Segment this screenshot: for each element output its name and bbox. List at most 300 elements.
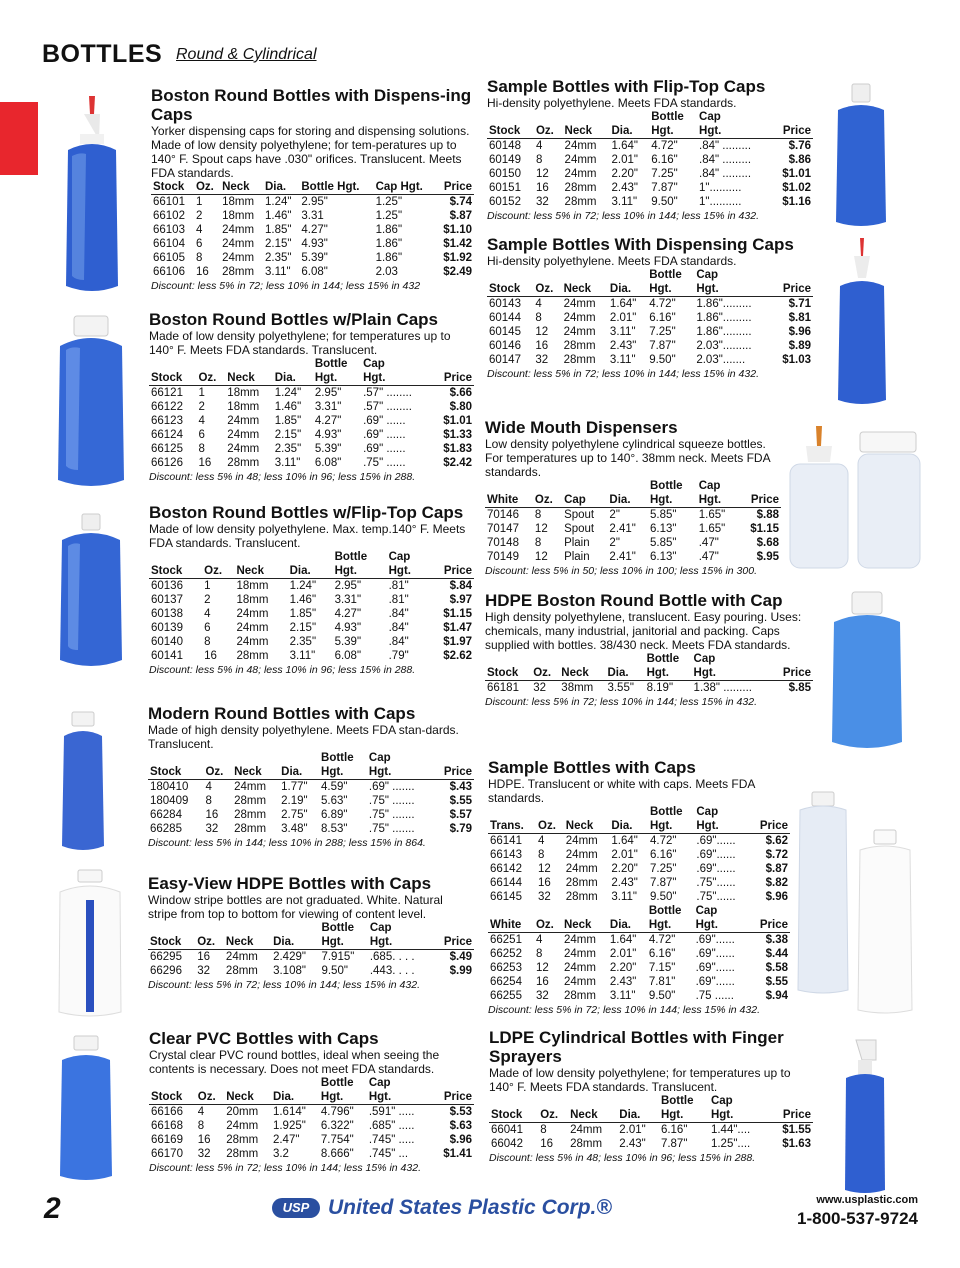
cell: .685" .....: [368, 1120, 415, 1132]
cell: 24mm: [234, 781, 267, 793]
col-header-top: [568, 1094, 617, 1108]
discount-note: Discount: less 5% in 72; less 10% in 144; less 15% in 432.: [485, 696, 757, 708]
cell: 7.87": [660, 1138, 688, 1150]
cell: Plain: [564, 551, 590, 563]
col-header: Oz.: [533, 493, 562, 508]
cell: Plain: [564, 537, 590, 549]
cell: 4: [195, 224, 203, 236]
price-cell: $.57: [449, 809, 472, 821]
col-header: Price: [772, 666, 813, 681]
col-header-top: Bottle: [649, 269, 682, 281]
section-boston-flip-top: [149, 503, 474, 677]
col-header: Dia.: [609, 819, 648, 834]
cell: 66253: [490, 962, 522, 974]
product-table: [148, 921, 474, 978]
cell: 4.93": [314, 429, 342, 441]
col-header-top: Cap: [369, 922, 392, 934]
cell: 60147: [489, 354, 521, 366]
col-header: Price: [749, 819, 790, 834]
cell: 18mm: [236, 580, 269, 592]
col-header: Hgt.: [313, 371, 361, 386]
cell: .84" .........: [699, 168, 752, 180]
cell: 1.86": [375, 238, 403, 250]
price-cell: $.84: [449, 580, 472, 592]
discount-note: Discount: less 5% in 72; less 10% in 144; less 15% in 432.: [488, 1004, 760, 1016]
cell: Spout: [564, 509, 595, 521]
cell: 66103: [153, 224, 185, 236]
col-header: Neck: [559, 666, 605, 681]
cell: .745" .....: [368, 1134, 415, 1146]
price-cell: $1.01: [782, 168, 811, 180]
cell: 60143: [489, 298, 521, 310]
cell: 2.01": [611, 849, 638, 861]
cell: 4.93": [301, 238, 328, 250]
section-title: Sample Bottles with Caps: [488, 758, 696, 777]
col-header: Neck: [568, 1108, 617, 1123]
cell: 60145: [489, 326, 521, 338]
table-row: [151, 195, 474, 210]
col-header: Hgt.: [648, 819, 694, 834]
table-row: [488, 848, 790, 862]
product-table: [149, 1076, 474, 1161]
cell: 4.27": [301, 224, 328, 236]
price-cell: $1.10: [443, 224, 472, 236]
cell: 18mm: [222, 210, 255, 222]
cell: 2.43": [611, 877, 638, 889]
price-cell: $.87: [765, 863, 788, 875]
cell: 4: [538, 835, 545, 847]
section-description: Made of low density polyethylene; for temperatures up to 140° F. Meets FDA standards. Translucent.: [489, 1066, 791, 1094]
cell: 1.86".........: [696, 326, 752, 338]
price-cell: $1.47: [443, 622, 472, 634]
cell: 2.41": [609, 551, 636, 563]
discount-note: Discount: less 5% in 50; less 10% in 100; less 15% in 300.: [485, 565, 757, 577]
table-row: [149, 400, 474, 414]
col-header: Oz.: [531, 666, 559, 681]
col-header: Dia.: [273, 371, 313, 386]
col-header-top: [749, 904, 790, 918]
cell: 8: [535, 312, 542, 324]
cell: 8.53": [321, 823, 348, 835]
table-row: [487, 297, 813, 312]
col-header-top: [271, 1076, 319, 1090]
cell: 66121: [151, 387, 183, 399]
cell: 24mm: [565, 849, 598, 861]
col-header: White: [488, 918, 534, 933]
col-header: Hgt.: [647, 918, 694, 933]
cell: 4.72": [651, 140, 678, 152]
cell: 66170: [151, 1148, 183, 1160]
table-row: [485, 536, 781, 550]
price-cell: $.94: [765, 990, 788, 1002]
cell: 66102: [153, 210, 185, 222]
price-cell: $.74: [449, 196, 472, 208]
col-header: White: [485, 493, 533, 508]
col-header: Hgt.: [697, 124, 770, 139]
price-cell: $1.15: [750, 523, 779, 535]
cell: 24mm: [563, 976, 596, 988]
header-top-row: [488, 805, 790, 819]
section-description: HDPE. Translucent or white with caps. Meets FDA standards.: [488, 777, 755, 805]
header-row: [148, 935, 474, 950]
cell: 28mm: [565, 877, 598, 889]
easy-view-bottle-image: [59, 870, 121, 1016]
cell: .47": [698, 551, 719, 563]
cell: 16: [205, 809, 219, 821]
price-cell: $.96: [765, 891, 788, 903]
table-row: [487, 181, 813, 195]
section-title: Clear PVC Bottles with Caps: [149, 1029, 379, 1048]
cell: 70148: [487, 537, 519, 549]
cell: 8: [205, 795, 212, 807]
table-row: [487, 153, 813, 167]
col-header-top: [533, 268, 561, 282]
cell: 8: [204, 636, 211, 648]
discount-note: Discount: less 5% in 48; less 10% in 96; less 15% in 288.: [149, 664, 416, 676]
cell: 3.31": [314, 401, 342, 413]
cell: 1.46": [289, 594, 317, 606]
product-table: [488, 904, 790, 1003]
col-header: Hgt.: [368, 935, 432, 950]
cell: 24mm: [563, 948, 596, 960]
col-header: Hgt.: [319, 1090, 367, 1105]
cell: 66126: [151, 457, 183, 469]
col-header: Neck: [232, 765, 279, 780]
cell: 7.25": [651, 168, 678, 180]
col-header-top: Cap: [710, 1095, 733, 1107]
col-header-top: Cap: [363, 358, 385, 370]
col-header-top: Bottle: [321, 922, 355, 934]
cell: 3.55": [607, 682, 634, 694]
table-row: [149, 1105, 474, 1120]
col-header: Hgt.: [319, 935, 367, 950]
cell: 2.41": [609, 523, 636, 535]
col-header-top: [271, 921, 319, 935]
cell: 28mm: [563, 990, 596, 1002]
page-title: BOTTLES: [42, 40, 163, 68]
price-cell: $1.02: [782, 182, 811, 194]
col-header-top: [608, 268, 647, 282]
col-header: Hgt.: [694, 282, 770, 297]
cell: 3.11": [265, 266, 291, 278]
col-header-top: [224, 1076, 271, 1090]
table-row: [487, 339, 813, 353]
col-header-top: [485, 652, 531, 666]
cell: .69"......: [695, 948, 735, 960]
cell: 1.614": [272, 1106, 306, 1118]
cell: 4: [205, 781, 212, 793]
cell: 16: [535, 976, 549, 988]
cell: 32: [535, 990, 549, 1002]
cell: 28mm: [563, 340, 596, 352]
cell: 3.108": [273, 965, 306, 977]
header-top-row: [148, 921, 474, 935]
cell: 3.11": [611, 196, 638, 208]
cell: 60144: [489, 312, 521, 324]
table-row: [485, 522, 781, 536]
cell: 1.24": [265, 196, 292, 208]
finger-sprayer-bottle-image: [845, 1040, 885, 1193]
col-header: Price: [432, 935, 474, 950]
col-header-top: [559, 652, 605, 666]
cell: .84": [388, 608, 409, 620]
cell: 7.87": [649, 340, 676, 352]
section-easy-view: [148, 874, 474, 992]
cell: 4: [535, 298, 542, 310]
col-header: Dia.: [617, 1108, 659, 1123]
section-title: Boston Round Bottles w/Plain Caps: [149, 310, 439, 329]
discount-note: Discount: less 5% in 72; less 10% in 144; less 15% in 432.: [148, 979, 420, 991]
price-cell: $.76: [788, 140, 811, 152]
cell: 24mm: [563, 934, 596, 946]
cell: 8: [197, 1120, 205, 1132]
cell: 66145: [490, 891, 522, 903]
col-header-top: [534, 904, 562, 918]
cell: 4.59": [321, 781, 348, 793]
cell: 6.08": [334, 650, 362, 662]
cell: 6.16": [648, 948, 676, 960]
cell: 4: [535, 934, 543, 946]
cell: 66123: [151, 415, 183, 427]
cell: 1.44"....: [710, 1124, 751, 1136]
cell: 24mm: [570, 1124, 603, 1136]
cell: 32: [197, 965, 210, 977]
col-header: Hgt.: [694, 819, 749, 834]
price-cell: $.82: [765, 877, 788, 889]
header-top-row: [488, 904, 790, 918]
section-title: LDPE Cylindrical Bottles with Finger Sprayers: [489, 1028, 784, 1066]
price-cell: $1.33: [443, 429, 472, 441]
cell: 24mm: [563, 326, 596, 338]
cell: 66141: [490, 835, 522, 847]
header-top-row: [485, 479, 781, 493]
cell: 6.13": [650, 551, 677, 563]
price-cell: $.89: [788, 340, 811, 352]
col-header: Oz.: [533, 282, 561, 297]
col-header-top: [431, 357, 474, 371]
header-row: [489, 1108, 813, 1123]
cell: 8: [538, 849, 545, 861]
cell: 16: [197, 1134, 211, 1146]
cell: 60138: [151, 608, 183, 620]
table-row: [149, 607, 474, 621]
cell: 12: [538, 863, 551, 875]
col-header-top: [488, 805, 536, 819]
col-header-top: [202, 550, 234, 564]
col-header-top: [487, 110, 534, 124]
price-cell: $.96: [788, 326, 811, 338]
col-header: Oz.: [194, 180, 220, 195]
header-row: [149, 1090, 474, 1105]
cell: 2.43": [611, 182, 638, 194]
table-row: [149, 442, 474, 456]
section-clear-pvc: [149, 1029, 474, 1175]
table-row: [151, 223, 474, 237]
wide-mouth-dispenser-image: [790, 426, 920, 568]
col-header-top: [564, 805, 610, 819]
col-header-top: [538, 1094, 568, 1108]
cell: 180410: [150, 781, 189, 793]
cell: 24mm: [564, 154, 597, 166]
cell: 9.50": [649, 891, 677, 903]
col-header: Neck: [224, 1090, 271, 1105]
cell: 1.77": [281, 781, 308, 793]
cell: 1.86": [375, 252, 403, 264]
col-header-top: [196, 357, 225, 371]
col-header-top: Bottle: [334, 551, 368, 563]
cell: 12: [535, 168, 549, 180]
col-header-top: [562, 479, 607, 493]
header-row: [488, 918, 790, 933]
cell: 2.01": [609, 948, 637, 960]
cell: .75" ......: [363, 457, 406, 469]
section-description: Made of low density polyethylene; for temperatures up to 140° F. Meets FDA standards. Translucent.: [149, 329, 451, 357]
cell: .75"......: [696, 877, 736, 889]
col-header: Stock: [148, 765, 203, 780]
cell: 24mm: [563, 298, 596, 310]
table-row: [487, 325, 813, 339]
cell: .69"......: [696, 835, 736, 847]
col-header: Stock: [149, 1090, 196, 1105]
cell: 8: [535, 948, 543, 960]
col-header: Stock: [151, 180, 194, 195]
col-header: Stock: [487, 282, 533, 297]
header-top-row: [487, 110, 813, 124]
col-header: Dia.: [608, 282, 647, 297]
col-header: Oz.: [536, 819, 564, 834]
cell: 60137: [151, 594, 183, 606]
cell: 60141: [151, 650, 183, 662]
price-cell: $.71: [788, 298, 811, 310]
cell: 6.16": [649, 849, 677, 861]
cell: 28mm: [222, 266, 255, 278]
cell: .79": [388, 650, 409, 662]
cell: 28mm: [236, 650, 269, 662]
cell: 16: [538, 877, 551, 889]
col-header: Price: [749, 918, 790, 933]
product-table: [149, 550, 474, 663]
price-cell: $.55: [449, 795, 472, 807]
col-header-top: [273, 357, 313, 371]
col-header-top: [487, 268, 533, 282]
col-header: Bottle Hgt.: [299, 180, 373, 195]
col-header-top: Bottle: [660, 1095, 694, 1107]
col-header-top: [749, 805, 790, 819]
cell: 5.85": [650, 537, 677, 549]
cell: 2.43": [609, 340, 637, 352]
cell: 5.39": [301, 252, 328, 264]
cell: 28mm: [225, 965, 258, 977]
cell: 24mm: [236, 622, 269, 634]
col-header-top: [608, 904, 647, 918]
col-header-top: Bottle: [651, 111, 684, 123]
table-row: [151, 251, 474, 265]
cell: 70146: [487, 509, 519, 521]
cell: .47": [698, 537, 719, 549]
product-table: [148, 751, 474, 836]
header-row: [487, 124, 813, 139]
col-header-top: Cap: [388, 551, 411, 563]
cell: 60149: [489, 154, 521, 166]
price-cell: $2.49: [443, 266, 472, 278]
col-header: Dia.: [605, 666, 644, 681]
table-row: [487, 139, 813, 154]
header-row: [487, 282, 813, 297]
col-header-top: [288, 550, 333, 564]
cell: 2.47": [272, 1134, 300, 1146]
col-header: Hgt.: [659, 1108, 709, 1123]
cell: 60152: [489, 196, 521, 208]
col-header-top: [563, 110, 610, 124]
col-header: Price: [432, 765, 474, 780]
table-row: [489, 1123, 813, 1138]
cell: 1.46": [265, 210, 292, 222]
header-top-row: [485, 652, 813, 666]
cell: 4.796": [320, 1106, 354, 1118]
price-cell: $.55: [765, 976, 788, 988]
cell: 6.16": [660, 1124, 688, 1136]
col-header-top: [488, 904, 534, 918]
cell: 12: [534, 551, 548, 563]
cell: 1.64": [609, 298, 637, 310]
cell: 7.25": [649, 326, 676, 338]
section-description: Hi-density polyethylene. Meets FDA standards.: [487, 254, 737, 268]
product-table: [149, 357, 474, 470]
cell: .69"......: [696, 849, 736, 861]
col-header: Oz.: [203, 765, 232, 780]
cell: .685. . . .: [369, 951, 415, 963]
price-cell: $.88: [756, 509, 779, 521]
table-row: [149, 386, 474, 401]
col-header-top: [531, 652, 559, 666]
product-table: [485, 652, 813, 695]
cell: 3.11": [609, 326, 636, 338]
header-row: [149, 564, 474, 579]
cell: 2.95": [314, 387, 342, 399]
price-cell: $.63: [449, 1120, 472, 1132]
cell: .69" ......: [363, 429, 406, 441]
cell: 7.754": [320, 1134, 354, 1146]
cell: 7.25": [649, 863, 677, 875]
table-row: [149, 1147, 474, 1161]
col-header: Hgt.: [649, 124, 697, 139]
cell: 2.15": [274, 429, 302, 441]
col-header: Price: [431, 1090, 474, 1105]
table-row: [489, 1137, 813, 1151]
cell: 24mm: [227, 429, 260, 441]
col-header-top: Cap: [696, 269, 719, 281]
section-boston-plain-caps: [149, 310, 474, 484]
col-header-top: [772, 652, 813, 666]
col-header: Stock: [489, 1108, 538, 1123]
hdpe-boston-round-bottle-image: [832, 592, 902, 748]
cell: 16: [540, 1138, 553, 1150]
discount-note: Discount: less 5% in 72; less 10% in 144; less 15% in 432: [151, 280, 421, 292]
cell: 18mm: [227, 387, 260, 399]
cell: 3.11": [274, 457, 301, 469]
cell: 66169: [151, 1134, 183, 1146]
cell: 7.81": [648, 976, 676, 988]
company-logo: [272, 1196, 612, 1220]
col-header: Hgt.: [645, 666, 692, 681]
discount-note: Discount: less 5% in 144; less 10% in 288; less 15% in 864.: [148, 837, 426, 849]
section-title: Easy-View HDPE Bottles with Caps: [148, 874, 432, 893]
cell: 32: [533, 682, 546, 694]
cell: 7.915": [321, 951, 355, 963]
cell: 4.72": [649, 835, 677, 847]
cell: 3.11": [611, 891, 637, 903]
col-header: Dia.: [271, 935, 319, 950]
